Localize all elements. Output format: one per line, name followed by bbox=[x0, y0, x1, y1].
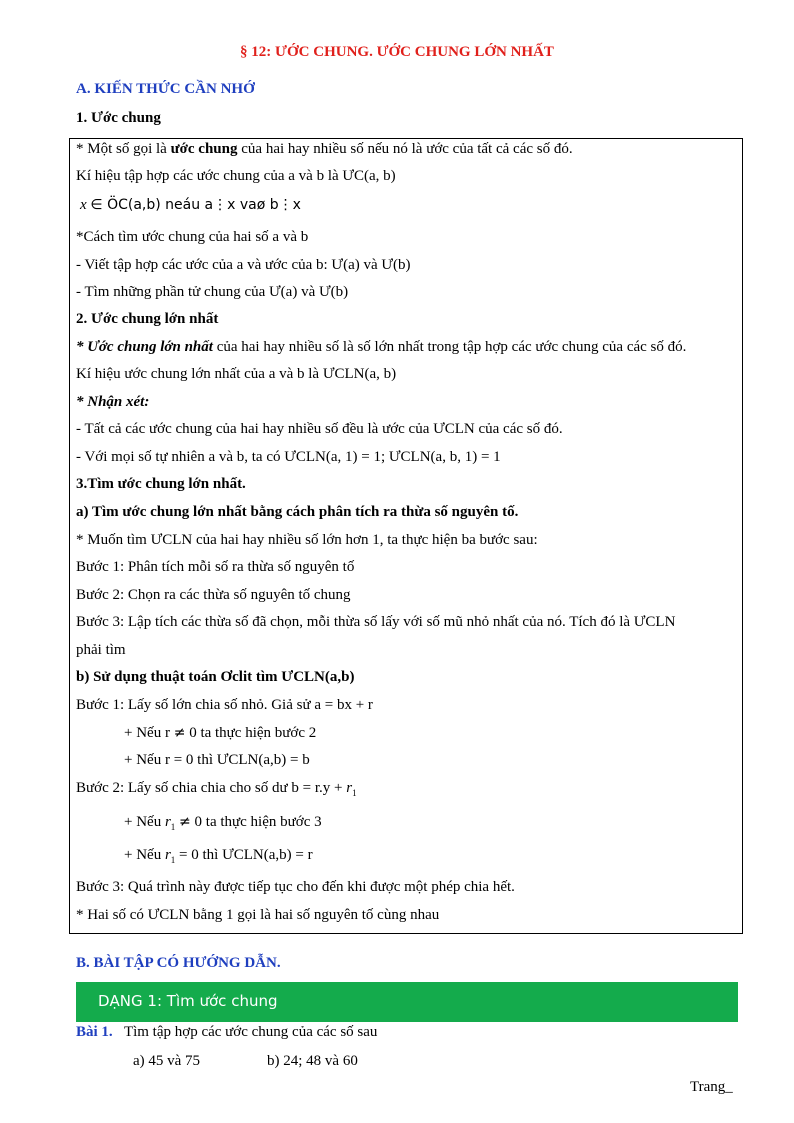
remark-2: - Với mọi số tự nhiên a và b, ta có ƯCLN(a, 1) = 1; ƯCLN(a, b, 1) = 1 bbox=[76, 449, 501, 465]
var-r: r bbox=[346, 780, 353, 796]
text: + Nếu bbox=[124, 814, 165, 830]
page-title: § 12: ƯỚC CHUNG. ƯỚC CHUNG LỚN NHẤT bbox=[240, 44, 554, 60]
page-number: Trang_ bbox=[690, 1079, 733, 1095]
euclid-step-1: Bước 1: Lấy số lớn chia số nhỏ. Giả sử a = bx + r bbox=[76, 697, 373, 713]
remark-heading: * Nhận xét: bbox=[76, 394, 150, 410]
not-equal-symbol: ≠ bbox=[179, 814, 191, 830]
method-a-heading: a) Tìm ước chung lớn nhất bằng cách phân tích ra thừa số nguyên tố. bbox=[76, 504, 519, 520]
section-b-heading: B. BÀI TẬP CÓ HƯỚNG DẪN. bbox=[76, 955, 281, 971]
var-x: x bbox=[80, 197, 87, 213]
coprime-note: * Hai số có ƯCLN bằng 1 gọi là hai số nguyên tố cùng nhau bbox=[76, 907, 440, 923]
subscript: 1 bbox=[170, 822, 176, 832]
subheading-find-ucln: 3.Tìm ước chung lớn nhất. bbox=[76, 476, 246, 492]
element-of-symbol: ∈ bbox=[90, 197, 103, 213]
euclid-step-1-case-1 bbox=[124, 725, 316, 742]
not-equal-symbol: ≠ bbox=[173, 725, 186, 741]
notation-uc: Kí hiệu tập hợp các ước chung của a và b là ƯC(a, b) bbox=[76, 168, 396, 184]
subscript: 1 bbox=[352, 788, 357, 798]
exercise-1 bbox=[76, 1024, 377, 1041]
euclid-step-2-case-2 bbox=[124, 847, 313, 865]
subheading-ucln: 2. Ước chung lớn nhất bbox=[76, 311, 219, 327]
subscript: 1 bbox=[170, 855, 176, 865]
text: 0 ta thực hiện bước 2 bbox=[185, 725, 317, 741]
method-step-2: - Tìm những phần tử chung của Ư(a) và Ư(b) bbox=[76, 284, 349, 300]
text: 0 ta thực hiện bước 3 bbox=[190, 814, 322, 830]
formula-uc bbox=[80, 197, 301, 214]
method-b-heading: b) Sử dụng thuật toán Ơclit tìm ƯCLN(a,b) bbox=[76, 669, 355, 685]
euclid-step-3: Bước 3: Quá trình này được tiếp tục cho đến khi được một phép chia hết. bbox=[76, 879, 515, 895]
dang-1-title: DẠNG 1: Tìm ước chung bbox=[98, 992, 278, 1010]
euclid-step-2 bbox=[76, 780, 357, 798]
exercise-1-part-b: b) 24; 48 và 60 bbox=[267, 1053, 358, 1069]
method-a-intro: * Muốn tìm ƯCLN của hai hay nhiều số lớn hơn 1, ta thực hiện ba bước sau: bbox=[76, 532, 538, 548]
dang-1-banner bbox=[76, 982, 738, 1022]
text: của hai hay nhiều số nếu nó là ước của tất cả các số đó. bbox=[237, 141, 573, 157]
notation-ucln: Kí hiệu ước chung lớn nhất của a và b là ƯCLN(a, b) bbox=[76, 366, 397, 382]
formula-text: ÖC(a,b) neáu a⋮x vaø b⋮x bbox=[102, 197, 301, 213]
exercise-1-part-a: a) 45 và 75 bbox=[133, 1053, 201, 1069]
text: + Nếu bbox=[124, 847, 165, 863]
text: * Một số gọi là bbox=[76, 141, 171, 157]
var-r: r bbox=[164, 814, 171, 830]
text: + Nếu r bbox=[124, 725, 174, 741]
text: Bước 2: Lấy số chia chia cho số dư b = r.y + bbox=[76, 780, 347, 796]
exercise-1-text: Tìm tập hợp các ước chung của các số sau bbox=[123, 1024, 378, 1040]
definition-uoc-chung bbox=[76, 141, 573, 158]
euclid-step-1-case-2: + Nếu r = 0 thì ƯCLN(a,b) = b bbox=[124, 752, 310, 768]
method-a-step-3-cont: phải tìm bbox=[76, 642, 126, 658]
var-r: r bbox=[164, 847, 171, 863]
remark-1: - Tất cả các ước chung của hai hay nhiều số đều là ước của ƯCLN của các số đó. bbox=[76, 421, 563, 437]
section-a-heading: A. KIẾN THỨC CẦN NHỚ bbox=[76, 81, 255, 97]
euclid-step-2-case-1 bbox=[124, 814, 322, 832]
text: = 0 thì ƯCLN(a,b) = r bbox=[175, 847, 313, 863]
text: của hai hay nhiều số là số lớn nhất trong tập hợp các ước chung của các số đó. bbox=[212, 339, 687, 355]
method-step-1: - Viết tập hợp các ước của a và ước của b: Ư(a) và Ư(b) bbox=[76, 257, 411, 273]
method-a-step-3: Bước 3: Lập tích các thừa số đã chọn, mỗi thừa số lấy với số mũ nhỏ nhất của nó. Tích đó là ƯCLN bbox=[76, 614, 676, 630]
definition-ucln bbox=[76, 339, 686, 356]
term-ucln: * Ước chung lớn nhất bbox=[76, 339, 213, 355]
method-heading: *Cách tìm ước chung của hai số a và b bbox=[76, 229, 309, 245]
method-a-step-1: Bước 1: Phân tích mỗi số ra thừa số nguyên tố bbox=[76, 559, 355, 575]
method-a-step-2: Bước 2: Chọn ra các thừa số nguyên tố chung bbox=[76, 587, 351, 603]
term-uoc-chung: ước chung bbox=[170, 141, 238, 157]
exercise-1-label: Bài 1. bbox=[76, 1024, 113, 1040]
subheading-uoc-chung: 1. Ước chung bbox=[76, 110, 161, 126]
